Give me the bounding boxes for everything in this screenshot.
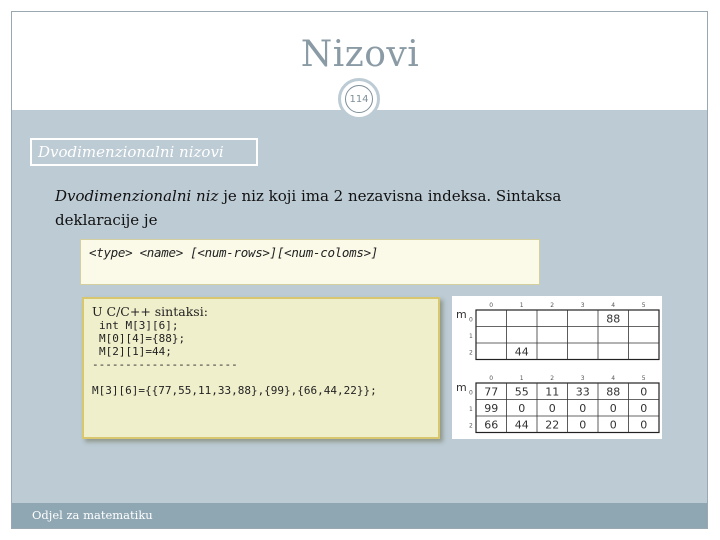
matrix2-cell: 22	[545, 418, 560, 432]
matrix1-col-index: 1	[519, 302, 524, 309]
section-heading: Dvodimenzionalni nizovi	[30, 138, 258, 166]
matrix1-row-index: 2	[469, 349, 473, 357]
matrix2-cell: 99	[484, 401, 499, 415]
page-number-badge	[338, 78, 380, 120]
matrix-illustration	[452, 296, 662, 439]
matrix2-row-index: 2	[469, 422, 473, 430]
matrix2-row-index: 0	[469, 389, 473, 397]
matrix2-col-index: 2	[550, 375, 555, 382]
matrix2-cell: 0	[548, 401, 556, 415]
matrix2-matrix-name: m	[456, 381, 467, 394]
matrix1-col-index: 2	[550, 302, 555, 309]
matrix2-cell: 44	[514, 418, 529, 432]
code-line-3: M[2][1]=44;	[99, 345, 172, 358]
matrix2-cell: 0	[518, 401, 526, 415]
matrix1-cell: 88	[606, 312, 621, 326]
footer-text: Odjel za matematiku	[32, 508, 153, 522]
matrix1-row-index: 1	[469, 332, 473, 340]
matrix2-col-index: 5	[641, 375, 646, 382]
matrix2-col-index: 1	[519, 375, 524, 382]
example-label: U C/C++ sintaksi:	[92, 304, 208, 319]
definition-text	[55, 184, 615, 232]
matrix2-cell: 0	[579, 401, 587, 415]
code-separator: ----------------------	[92, 358, 238, 371]
matrix2-row-index: 1	[469, 405, 473, 413]
matrix1-cell: 44	[514, 345, 529, 359]
matrix2-col-index: 4	[611, 375, 616, 382]
matrix1-matrix-name: m	[456, 308, 467, 321]
definition-term: Dvodimenzionalni niz	[55, 187, 219, 205]
matrix1-col-index: 5	[641, 302, 646, 309]
example-box	[82, 297, 440, 439]
matrix2-cell: 33	[575, 385, 590, 399]
matrix2-cell: 0	[579, 418, 587, 432]
matrix2-col-index: 0	[489, 375, 494, 382]
code-line-1: int M[3][6];	[99, 319, 179, 332]
page-number: 114	[345, 85, 373, 113]
code-line-2: M[0][4]={88};	[99, 332, 186, 345]
matrix2-cell: 0	[609, 418, 617, 432]
matrix2-cell: 88	[606, 385, 621, 399]
matrix2-cell: 77	[484, 385, 499, 399]
matrix2-cell: 0	[640, 401, 648, 415]
matrix2-cell: 55	[514, 385, 529, 399]
syntax-code-box	[80, 239, 540, 285]
matrix-svg	[452, 296, 662, 439]
matrix2-col-index: 3	[580, 375, 585, 382]
matrix2-cell: 66	[484, 418, 499, 432]
matrix2-cell: 11	[545, 385, 560, 399]
matrix1-col-index: 4	[611, 302, 616, 309]
matrix2-cell: 0	[609, 401, 617, 415]
syntax-code: <type> <name> [<num-rows>][<num-coloms>]	[89, 245, 379, 260]
matrix2-cell: 0	[640, 418, 648, 432]
matrix1-row-index: 0	[469, 316, 473, 324]
matrix1-col-index: 0	[489, 302, 494, 309]
matrix2-cell: 0	[640, 385, 648, 399]
code-init-line: M[3][6]={{77,55,11,33,88},{99},{66,44,22}};	[92, 384, 377, 397]
definition-rest: je niz koji ima 2 nezavisna indeksa. Sintaksa deklaracije je	[55, 187, 562, 229]
slide-title: Nizovi	[300, 34, 420, 75]
matrix1-col-index: 3	[580, 302, 585, 309]
